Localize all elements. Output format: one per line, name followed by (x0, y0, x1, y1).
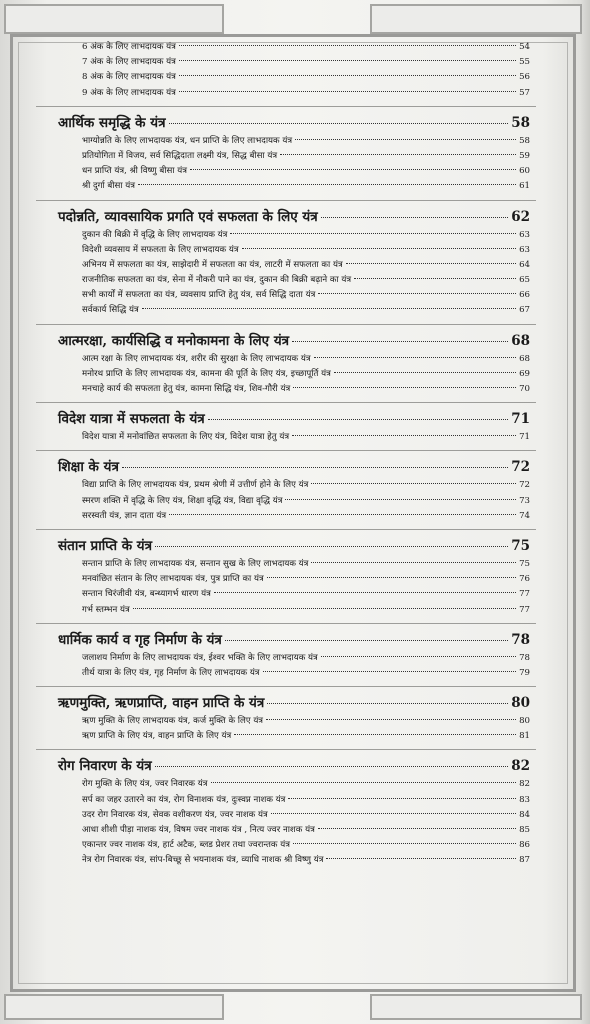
dot-leader (267, 577, 516, 578)
entry-title: तीर्थ यात्रा के लिए यंत्र, गृह निर्माण के लिए लाभदायक यंत्र (82, 667, 260, 678)
entry-page-number: 82 (519, 779, 530, 790)
frame-bottom-left-bar (4, 994, 224, 1020)
toc-entry (82, 134, 530, 149)
toc-section (46, 749, 530, 868)
entry-title: एकान्तर ज्वर नाशक यंत्र, हार्ट अटैक, ब्लड प्रेशर तथा ज्वरान्तक यंत्र (82, 840, 290, 851)
toc-entry (82, 808, 530, 823)
toc-entry (82, 273, 530, 288)
dot-leader (295, 139, 516, 140)
dot-leader (318, 828, 516, 829)
entry-page-number: 66 (519, 290, 530, 301)
section-divider (36, 686, 536, 687)
toc-entry (82, 288, 530, 303)
entry-title: भाग्योन्नति के लिए लाभदायक यंत्र, धन प्राप्ति के लिए लाभदायक यंत्र (82, 135, 293, 146)
dot-leader (179, 91, 516, 92)
section-title: रोग निवारण के यंत्र (58, 758, 152, 775)
entry-title: मनचाहे कार्य की सफलता हेतु यंत्र, कामना सिद्धि यंत्र, शिव-गौरी यंत्र (82, 384, 291, 394)
entry-page-number: 57 (519, 87, 530, 98)
toc-section (46, 529, 530, 618)
table-of-contents (46, 40, 530, 869)
entry-page-number: 85 (519, 825, 530, 835)
toc-entry (82, 478, 530, 493)
entry-title: धन प्राप्ति यंत्र, श्री विष्णु बीसा यंत्र (82, 166, 187, 177)
toc-entry (82, 557, 530, 572)
section-page-number: 68 (511, 332, 530, 349)
entry-title: मनवांछित संतान के लिए लाभदायक यंत्र, पुत्र प्राप्ति का यंत्र (82, 574, 264, 585)
toc-entry (82, 164, 530, 179)
entry-title: मनोरथ प्राप्ति के लिए लाभदायक यंत्र, कामना की पूर्ति के लिए यंत्र, इच्छापूर्ति यंत्र (82, 368, 331, 379)
frame-bottom-right-bar (370, 994, 582, 1020)
entry-title: नेत्र रोग निवारक यंत्र, सांप-बिच्छू से भयनाशक यंत्र, व्याधि नाशक श्री विष्णु यंत्र (82, 855, 324, 866)
toc-entry (82, 777, 530, 792)
entry-page-number: 86 (519, 840, 530, 851)
toc-entry (82, 793, 530, 808)
toc-entry (82, 382, 530, 397)
entry-page-number: 79 (519, 667, 530, 678)
toc-entry (82, 367, 530, 382)
entry-title: सर्वकार्य सिद्धि यंत्र (82, 305, 139, 316)
toc-entry (82, 603, 530, 618)
section-heading (58, 456, 530, 478)
dot-leader (190, 169, 516, 170)
dot-leader (155, 546, 508, 547)
section-title: शिक्षा के यंत्र (58, 459, 119, 476)
section-heading (58, 629, 530, 651)
toc-entry (82, 243, 530, 258)
section-divider (36, 450, 536, 451)
toc-entry (82, 149, 530, 164)
dot-leader (321, 656, 516, 657)
toc-section (46, 686, 530, 744)
entry-page-number: 63 (519, 229, 530, 240)
dot-leader (271, 813, 516, 814)
dot-leader (142, 308, 516, 309)
toc-entry (82, 86, 530, 101)
dot-leader (266, 719, 516, 720)
dot-leader (155, 766, 509, 767)
section-page-number: 80 (511, 695, 530, 712)
dot-leader (230, 233, 516, 234)
entry-page-number: 78 (519, 652, 530, 663)
toc-entry (82, 714, 530, 729)
dot-leader (169, 514, 516, 515)
dot-leader (334, 372, 516, 373)
entry-page-number: 69 (519, 368, 530, 379)
dot-leader (122, 467, 508, 468)
toc-entry (82, 838, 530, 853)
entry-title: सभी कार्यों में सफलता का यंत्र, व्यवसाय प्राप्ति हेतु यंत्र, सर्व सिद्धि दाता यंत्र (82, 290, 316, 301)
dot-leader (354, 278, 516, 279)
section-title: ऋणमुक्ति, ऋणप्राप्ति, वाहन प्राप्ति के यंत्र (58, 695, 265, 712)
entry-title: 8 अंक के लिए लाभदायक यंत्र (82, 72, 176, 83)
toc-entry (82, 651, 530, 666)
entry-title: 9 अंक के लिए लाभदायक यंत्र (82, 87, 176, 98)
entry-title: विदेश यात्रा में मनोवांछित सफलता के लिए यंत्र, विदेश यात्रा हेतु यंत्र (82, 432, 290, 443)
dot-leader (285, 499, 516, 500)
entry-page-number: 63 (519, 244, 530, 255)
section-divider (36, 324, 536, 325)
section-heading (58, 112, 530, 134)
dot-leader (314, 357, 516, 358)
entry-page-number: 77 (519, 604, 530, 615)
section-heading (58, 692, 530, 714)
dot-leader (292, 341, 508, 342)
dot-leader (293, 387, 516, 388)
toc-entry (82, 494, 530, 509)
entry-page-number: 83 (519, 794, 530, 805)
entry-title: सन्तान चिरंजीवी यंत्र, बन्ध्यागर्भ धारण यंत्र (82, 589, 211, 600)
toc-entry (82, 666, 530, 681)
entry-page-number: 67 (519, 305, 530, 316)
entry-title: विदेशी व्यवसाय में सफलता के लिए लाभदायक यंत्र (82, 244, 239, 255)
section-page-number: 72 (511, 459, 530, 476)
dot-leader (133, 608, 516, 609)
entry-page-number: 87 (519, 855, 530, 866)
toc-entry (82, 40, 530, 55)
section-divider (36, 200, 536, 201)
dot-leader (318, 293, 516, 294)
entry-page-number: 84 (519, 809, 530, 820)
entry-title: राजनीतिक सफलता का यंत्र, सेना में नौकरी पाने का यंत्र, दुकान की बिक्री बढ़ाने का यंत्र (82, 275, 352, 286)
toc-entry (82, 729, 530, 744)
entry-page-number: 75 (519, 558, 530, 569)
entry-page-number: 65 (519, 275, 530, 286)
dot-leader (234, 734, 516, 735)
entry-title: प्रतियोगिता में विजय, सर्व सिद्धिदाता लक्ष्मी यंत्र, सिद्ध बीसा यंत्र (82, 150, 278, 161)
toc-section (46, 200, 530, 319)
entry-title: स्मरण शक्ति में वृद्धि के लिए यंत्र, शिक्षा वृद्धि यंत्र, विद्या वृद्धि यंत्र (82, 495, 283, 506)
dot-leader (179, 45, 516, 46)
dot-leader (138, 184, 516, 185)
entry-title: आधा शीशी पीड़ा नाशक यंत्र, विषम ज्वर नाशक यंत्र , नित्य ज्वर नाशक यंत्र (82, 825, 315, 835)
section-divider (36, 529, 536, 530)
entry-page-number: 64 (519, 259, 530, 270)
entry-title: ऋण मुक्ति के लिए लाभदायक यंत्र, कर्ज मुक्ति के लिए यंत्र (82, 716, 264, 727)
section-page-number: 78 (511, 631, 530, 648)
toc-entry (82, 179, 530, 194)
entry-page-number: 71 (519, 432, 530, 443)
section-page-number: 62 (511, 208, 530, 225)
dot-leader (321, 217, 509, 218)
toc-entry (82, 430, 530, 445)
section-page-number: 71 (511, 411, 530, 428)
dot-leader (292, 435, 516, 436)
entry-title: रोग मुक्ति के लिए यंत्र, ज्वर निवारक यंत्र (82, 779, 208, 790)
entry-page-number: 59 (519, 150, 530, 161)
dot-leader (293, 843, 516, 844)
toc-section (46, 40, 530, 101)
entry-title: 7 अंक के लिए लाभदायक यंत्र (82, 57, 176, 68)
dot-leader (208, 419, 508, 420)
toc-entry (82, 70, 530, 85)
entry-page-number: 76 (519, 574, 530, 585)
entry-title: गर्भ स्तम्भन यंत्र (82, 604, 130, 615)
toc-section (46, 450, 530, 524)
entry-page-number: 58 (519, 135, 530, 146)
section-heading (58, 330, 530, 352)
entry-page-number: 81 (519, 731, 530, 742)
dot-leader (311, 562, 516, 563)
entry-page-number: 74 (519, 510, 530, 521)
section-title: पदोन्नति, व्यावसायिक प्रगति एवं सफलता के लिए यंत्र (58, 208, 318, 225)
entry-title: सन्तान प्राप्ति के लिए लाभदायक यंत्र, सन्तान सुख के लिए लाभदायक यंत्र (82, 558, 309, 569)
page-edge-shadow (580, 0, 590, 1024)
section-divider (36, 749, 536, 750)
section-page-number: 82 (511, 758, 530, 775)
entry-page-number: 56 (519, 72, 530, 83)
entry-title: 6 अंक के लिए लाभदायक यंत्र (82, 42, 176, 52)
section-title: संतान प्राप्ति के यंत्र (58, 537, 153, 554)
toc-entry (82, 303, 530, 318)
toc-entry (82, 55, 530, 70)
toc-entry (82, 258, 530, 273)
entry-page-number: 54 (519, 42, 530, 52)
dot-leader (179, 60, 516, 61)
entry-page-number: 68 (519, 353, 530, 364)
entry-title: जलाशय निर्माण के लिए लाभदायक यंत्र, ईश्वर भक्ति के लिए लाभदायक यंत्र (82, 652, 318, 663)
section-heading (58, 535, 530, 557)
dot-leader (311, 483, 516, 484)
toc-section (46, 324, 530, 398)
dot-leader (346, 263, 516, 264)
dot-leader (179, 75, 516, 76)
entry-title: सरस्वती यंत्र, ज्ञान दाता यंत्र (82, 510, 167, 521)
entry-page-number: 72 (519, 480, 530, 491)
section-title: विदेश यात्रा में सफलता के यंत्र (58, 411, 205, 428)
dot-leader (326, 858, 516, 859)
entry-title: आत्म रक्षा के लिए लाभदायक यंत्र, शरीर की सुरक्षा के लिए लाभदायक यंत्र (82, 353, 311, 364)
dot-leader (263, 671, 517, 672)
dot-leader (267, 703, 508, 704)
toc-entry (82, 572, 530, 587)
entry-page-number: 70 (519, 384, 530, 394)
entry-page-number: 77 (519, 589, 530, 600)
toc-entry (82, 853, 530, 868)
dot-leader (211, 782, 517, 783)
section-divider (36, 402, 536, 403)
dot-leader (288, 798, 516, 799)
toc-entry (82, 228, 530, 243)
toc-entry (82, 823, 530, 838)
entry-title: ऋण प्राप्ति के लिए यंत्र, वाहन प्राप्ति के लिए यंत्र (82, 731, 232, 742)
section-divider (36, 623, 536, 624)
entry-title: श्री दुर्गा बीसा यंत्र (82, 181, 136, 192)
toc-section (46, 106, 530, 195)
section-divider (36, 106, 536, 107)
section-title: आत्मरक्षा, कार्यसिद्धि व मनोकामना के लिए यंत्र (58, 332, 290, 349)
toc-section (46, 402, 530, 445)
entry-page-number: 73 (519, 495, 530, 506)
dot-leader (280, 154, 516, 155)
toc-entry (82, 509, 530, 524)
entry-title: उदर रोग निवारक यंत्र, सेवक वशीकरण यंत्र, ज्वर नाशक यंत्र (82, 809, 268, 820)
section-heading (58, 755, 530, 777)
section-heading (58, 408, 530, 430)
section-title: धार्मिक कार्य व गृह निर्माण के यंत्र (58, 631, 222, 648)
section-heading (58, 206, 530, 228)
frame-top-right-bar (370, 4, 582, 34)
dot-leader (225, 640, 508, 641)
entry-title: अभिनय में सफलता का यंत्र, साझेदारी में सफलता का यंत्र, लाटरी में सफलता का यंत्र (82, 259, 343, 270)
dot-leader (242, 248, 516, 249)
entry-page-number: 80 (519, 716, 530, 727)
section-title: आर्थिक समृद्धि के यंत्र (58, 114, 166, 131)
dot-leader (169, 123, 509, 124)
toc-entry (82, 587, 530, 602)
toc-entry (82, 352, 530, 367)
section-page-number: 75 (511, 537, 530, 554)
entry-page-number: 55 (519, 57, 530, 68)
entry-title: विद्या प्राप्ति के लिए लाभदायक यंत्र, प्रथम श्रेणी में उत्तीर्ण होने के लिए यंत्र (82, 480, 309, 491)
entry-title: दुकान की बिक्री में वृद्धि के लिए लाभदायक यंत्र (82, 229, 228, 240)
entry-page-number: 60 (519, 166, 530, 177)
toc-section (46, 623, 530, 681)
entry-title: सर्प का जहर उतारने का यंत्र, रोग विनाशक यंत्र, दुःस्वप्न नाशक यंत्र (82, 794, 286, 805)
frame-top-left-bar (4, 4, 224, 34)
entry-page-number: 61 (519, 181, 530, 192)
section-page-number: 58 (511, 114, 530, 131)
dot-leader (214, 592, 516, 593)
